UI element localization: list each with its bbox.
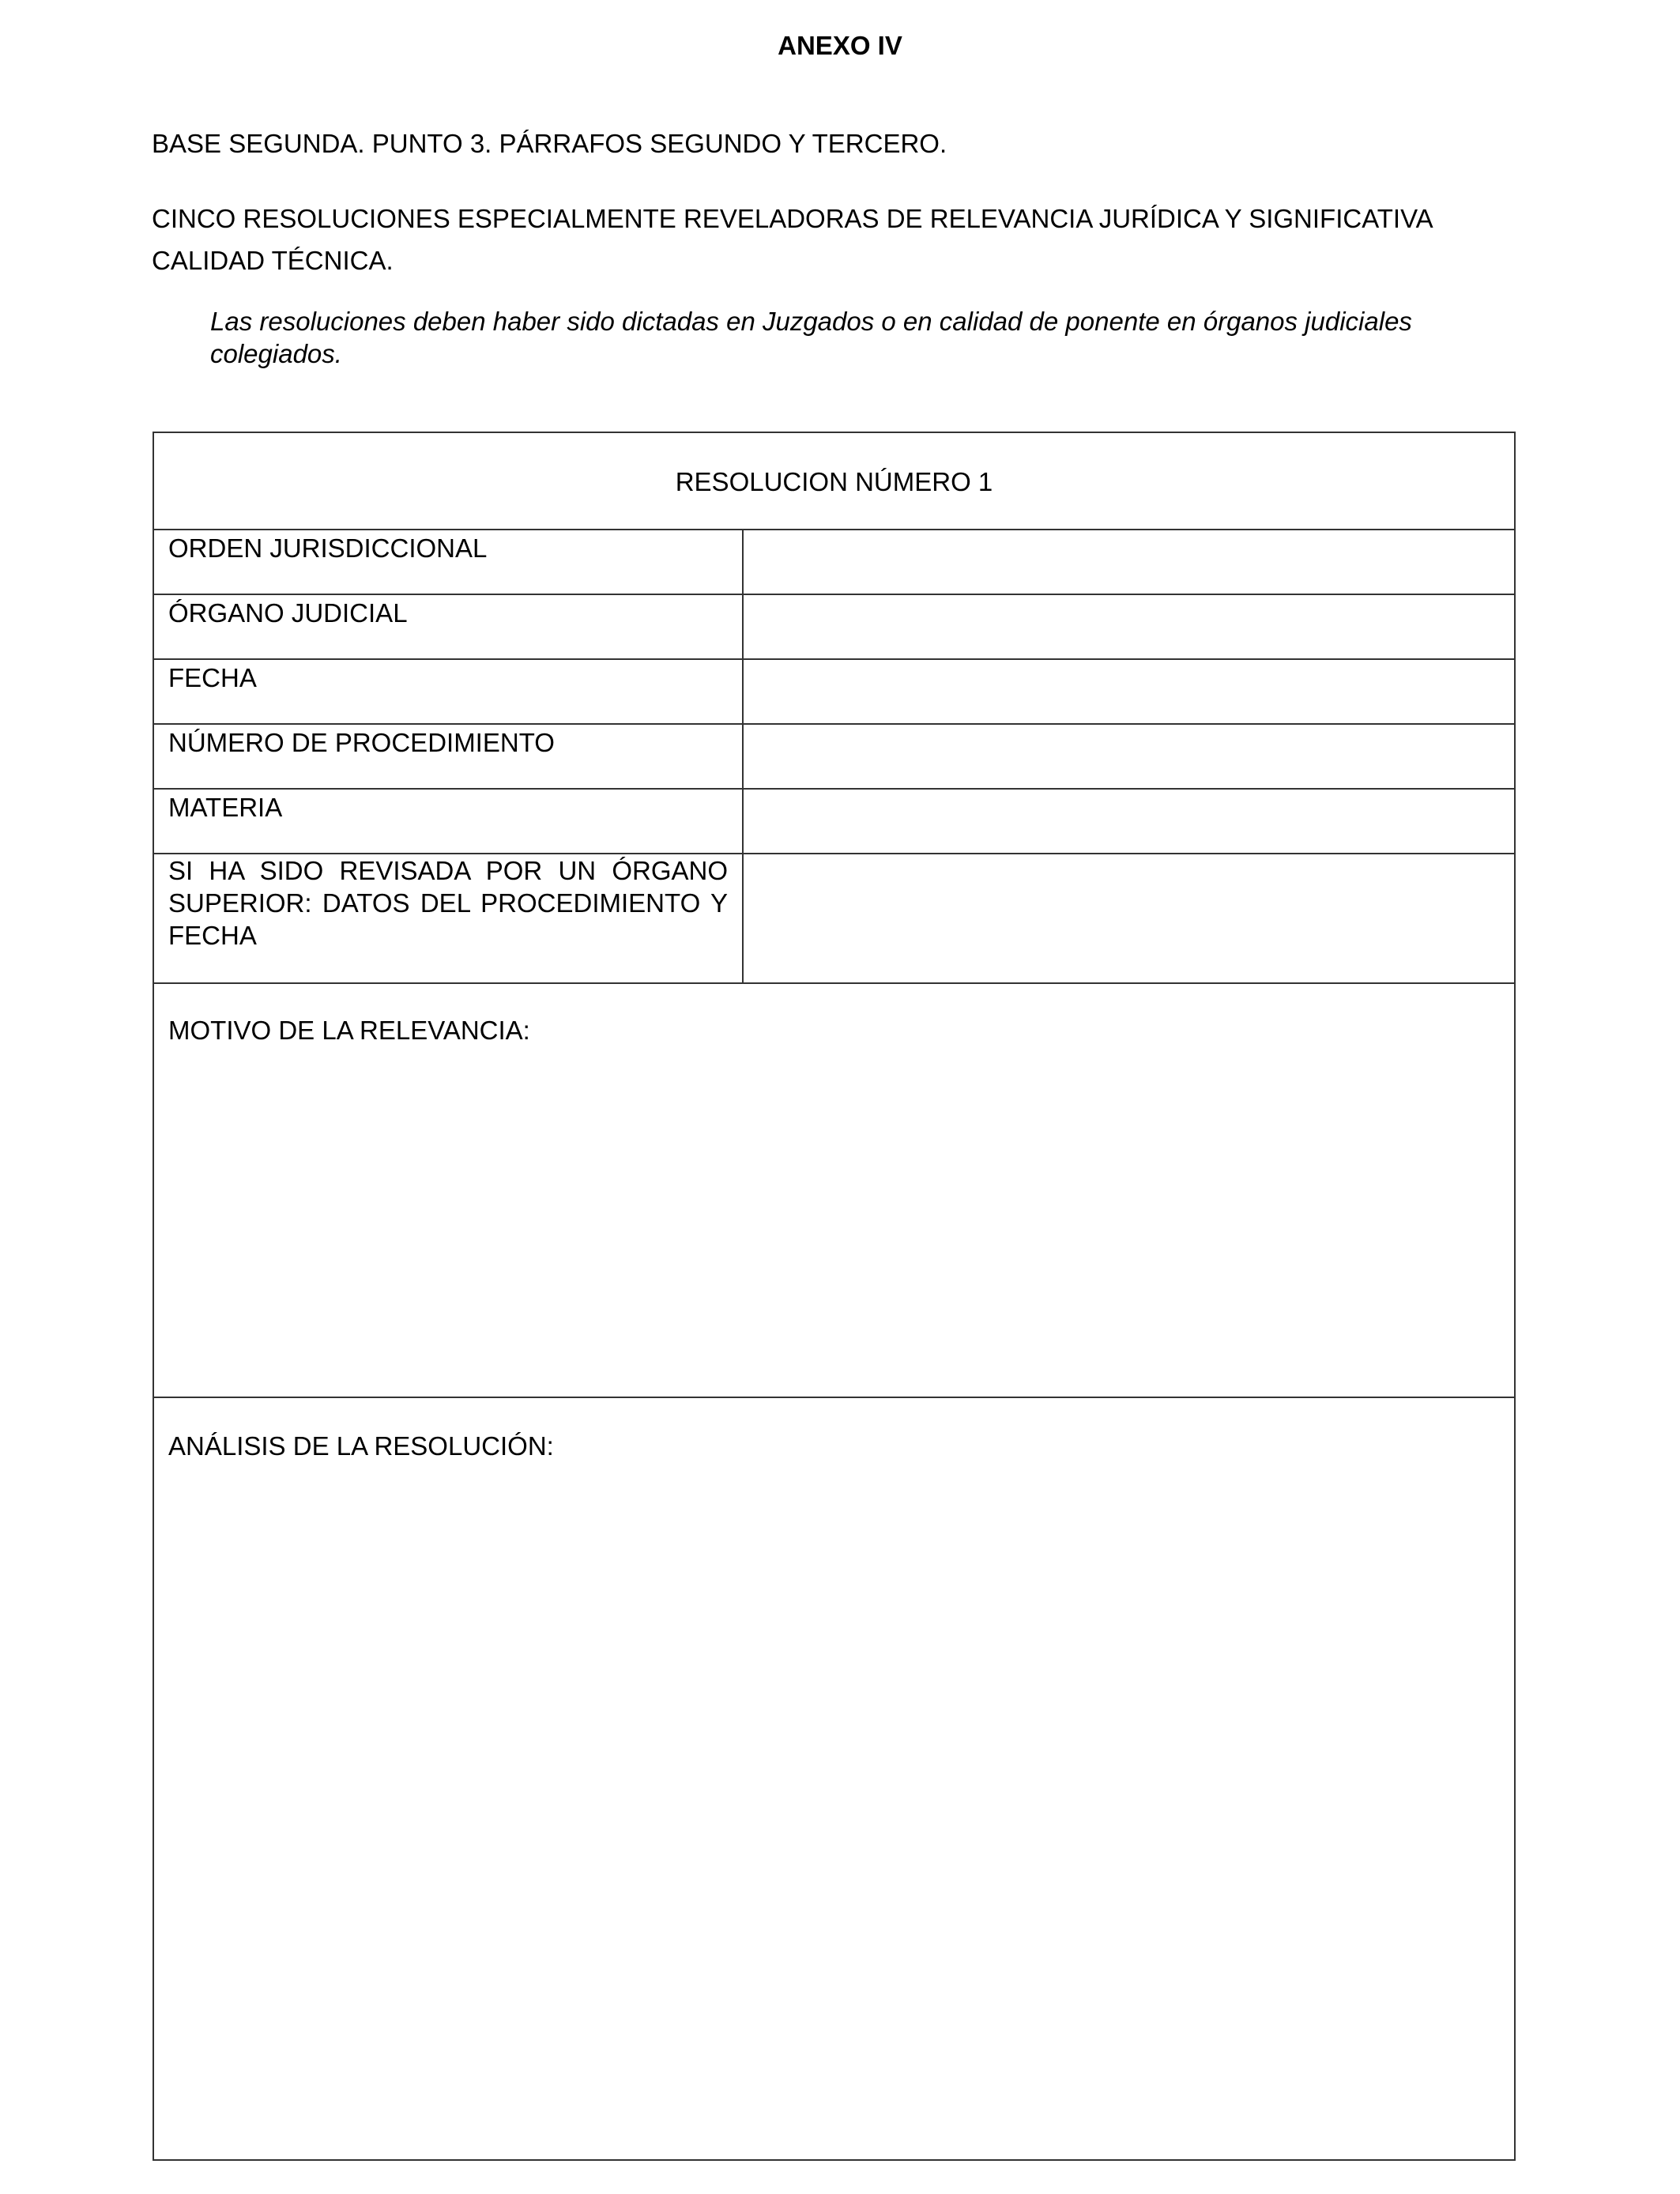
resolution-form bbox=[153, 432, 1516, 2161]
document-title: ANEXO IV bbox=[778, 31, 902, 60]
instruction-note: Las resoluciones deben haber sido dictadas en Juzgados o en calidad de ponente en órganos judiciales colegiados. bbox=[210, 307, 1412, 368]
materia-field[interactable] bbox=[744, 790, 1514, 853]
field-label: MATERIA bbox=[154, 790, 744, 853]
field-label: NÚMERO DE PROCEDIMIENTO bbox=[154, 725, 744, 788]
row-numero-procedimiento bbox=[154, 725, 1514, 790]
row-organo-judicial bbox=[154, 595, 1514, 660]
numero-procedimiento-field[interactable] bbox=[744, 725, 1514, 788]
base-reference: BASE SEGUNDA. PUNTO 3. PÁRRAFOS SEGUNDO Y TERCERO. bbox=[152, 129, 947, 158]
field-label: SI HA SIDO REVISADA POR UN ÓRGANO SUPERIOR: DATOS DEL PROCEDIMIENTO Y FECHA bbox=[154, 854, 744, 982]
motivo-section[interactable] bbox=[154, 984, 1514, 1398]
field-label: FECHA bbox=[154, 660, 744, 723]
row-fecha bbox=[154, 660, 1514, 725]
organo-judicial-field[interactable] bbox=[744, 595, 1514, 658]
motivo-label: MOTIVO DE LA RELEVANCIA: bbox=[168, 1016, 530, 1045]
resolution-title: RESOLUCION NÚMERO 1 bbox=[154, 433, 1514, 530]
fecha-field[interactable] bbox=[744, 660, 1514, 723]
row-revision-superior bbox=[154, 854, 1514, 984]
field-label: ÓRGANO JUDICIAL bbox=[154, 595, 744, 658]
section-heading: CINCO RESOLUCIONES ESPECIALMENTE REVELADORAS DE RELEVANCIA JURÍDICA Y SIGNIFICATIVA CALIDAD TÉCNICA. bbox=[152, 204, 1432, 275]
revision-superior-field[interactable] bbox=[744, 854, 1514, 982]
analisis-label: ANÁLISIS DE LA RESOLUCIÓN: bbox=[168, 1431, 554, 1461]
field-label: ORDEN JURISDICCIONAL bbox=[154, 530, 744, 594]
row-materia bbox=[154, 790, 1514, 854]
row-orden-jurisdiccional bbox=[154, 530, 1514, 595]
orden-jurisdiccional-field[interactable] bbox=[744, 530, 1514, 594]
analisis-section[interactable] bbox=[154, 1398, 1514, 2159]
